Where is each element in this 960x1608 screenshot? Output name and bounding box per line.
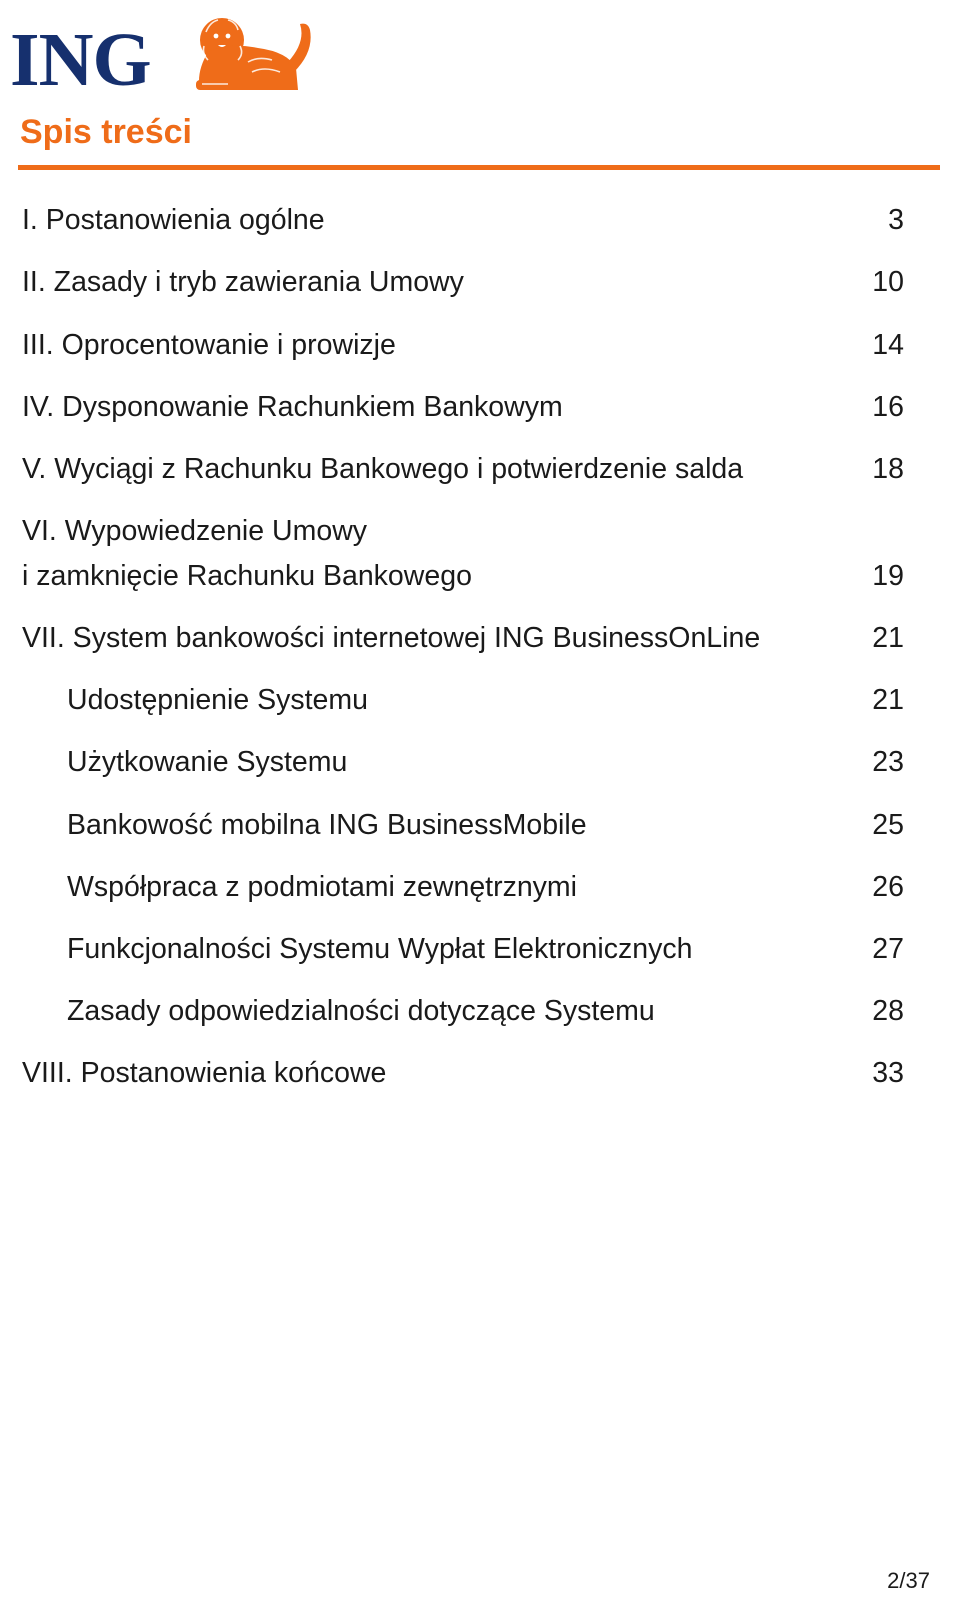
page-indicator: 2/37 [887,1568,930,1593]
toc-entry-page: 25 [872,809,904,841]
toc-entry-page: 10 [872,266,904,298]
toc-entry-page: 28 [872,995,904,1027]
toc-entry-label: i zamknięcie Rachunku Bankowego [22,560,472,592]
toc-entry-page: 33 [872,1057,904,1089]
toc-entry-page: 14 [872,329,904,361]
toc-entry-page: 3 [888,204,904,236]
toc-entry-label: VIII. Postanowienia końcowe [22,1057,387,1089]
toc-entry-page: 23 [872,746,904,778]
lion-icon [188,12,313,94]
toc-entry-page: 21 [872,684,904,716]
title-divider [18,165,940,170]
toc-entry-label: Bankowość mobilna ING BusinessMobile [67,809,587,841]
toc-entry-label: I. Postanowienia ogólne [22,204,325,236]
toc-entry-page: 19 [872,560,904,592]
logo-wordmark: ING [10,18,151,102]
ing-logo [10,12,310,102]
toc-entry-label: Udostępnienie Systemu [67,684,369,716]
toc-entry-label: III. Oprocentowanie i prowizje [22,329,396,361]
toc-entry-page: 21 [872,622,904,654]
toc-entry-label: Funkcjonalności Systemu Wypłat Elektronicznych [67,933,693,965]
page-title: Spis treści [20,113,192,151]
toc-entry-label: VI. Wypowiedzenie Umowy [22,515,368,547]
toc-entry-label: Użytkowanie Systemu [67,746,348,778]
toc-entry-label: VII. System bankowości internetowej ING BusinessOnLine [22,622,761,654]
toc-entry-label: Współpraca z podmiotami zewnętrznymi [67,871,578,903]
toc-entry-page: 27 [872,933,904,965]
toc-entry-label: Zasady odpowiedzialności dotyczące Systemu [67,995,655,1027]
toc-entry-page: 26 [872,871,904,903]
toc-entry-label: V. Wyciągi z Rachunku Bankowego i potwierdzenie salda [22,453,744,485]
toc-entry-label: IV. Dysponowanie Rachunkiem Bankowym [22,391,563,423]
toc-entry-page: 18 [872,453,904,485]
toc-entry-label: II. Zasady i tryb zawierania Umowy [22,266,464,298]
toc-entry-page: 16 [872,391,904,423]
